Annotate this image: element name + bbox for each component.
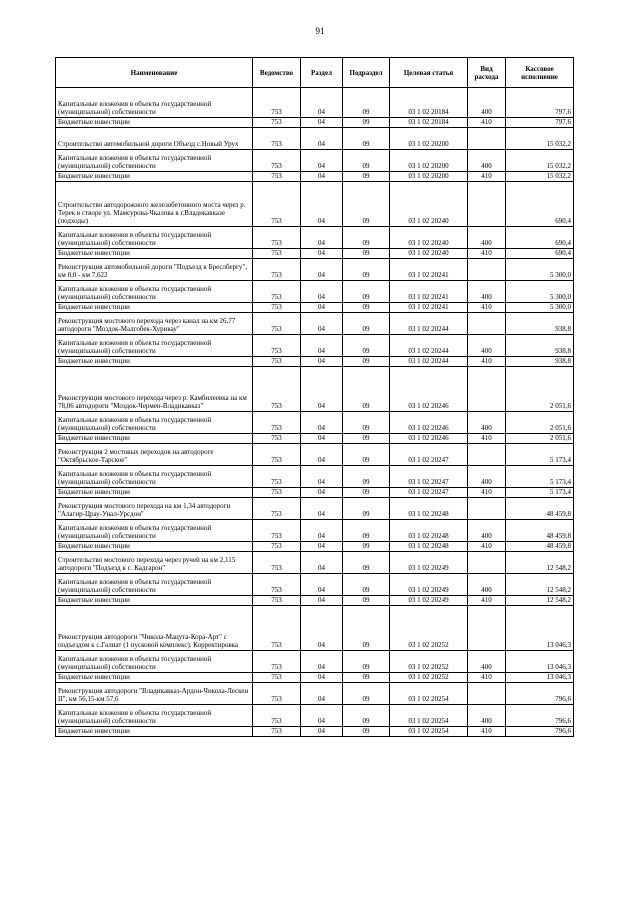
table-row [56,128,574,150]
table-row [56,606,574,651]
cell-expense-type: 410 [468,542,506,552]
header-name: Наименование [56,58,253,88]
cell-expense-type: 410 [468,488,506,498]
cell-target: 03 1 02 20184 [390,88,468,118]
cell-dept: 753 [253,673,301,683]
cell-expense-type: 410 [468,172,506,182]
header-subsection: Подраздел [343,58,390,88]
cell-dept: 753 [253,683,301,705]
cell-amount: 12 548,2 [506,574,574,596]
cell-name: Капитальные вложения в объекты государственной (муниципальной) собственности [56,335,253,357]
cell-subsection: 09 [343,683,390,705]
cell-dept: 753 [253,150,301,172]
cell-target: 03 1 02 20200 [390,128,468,150]
cell-dept: 753 [253,488,301,498]
cell-section: 04 [301,520,343,542]
cell-amount: 938,8 [506,357,574,367]
table-row [56,542,574,552]
cell-dept: 753 [253,434,301,444]
table-row [56,552,574,574]
cell-name: Строительство автомобильной дороги Объезд с.Новый Урух [56,128,253,150]
cell-name: Капитальные вложения в объекты государственной (муниципальной) собственности [56,466,253,488]
cell-section: 04 [301,705,343,727]
cell-section: 04 [301,182,343,227]
cell-section: 04 [301,357,343,367]
cell-dept: 753 [253,574,301,596]
cell-subsection: 09 [343,596,390,606]
cell-name: Бюджетные инвестиции [56,673,253,683]
cell-section: 04 [301,542,343,552]
cell-expense-type: 400 [468,705,506,727]
cell-amount: 5 300,0 [506,281,574,303]
cell-amount: 797,6 [506,88,574,118]
cell-dept: 753 [253,227,301,249]
cell-section: 04 [301,150,343,172]
cell-target: 03 1 02 20248 [390,542,468,552]
cell-section: 04 [301,466,343,488]
cell-subsection: 09 [343,88,390,118]
header-target: Целевая статья [390,58,468,88]
cell-name: Строительство мостового перехода через ручей на км 2,115 автодороги "Подъезд к с. Кадгарон" [56,552,253,574]
cell-subsection: 09 [343,335,390,357]
table-row [56,357,574,367]
cell-amount: 5 300,0 [506,259,574,281]
cell-dept: 753 [253,313,301,335]
cell-target: 03 1 02 20246 [390,434,468,444]
table-row [56,281,574,303]
cell-dept: 753 [253,281,301,303]
table-row [56,673,574,683]
table-row [56,182,574,227]
cell-dept: 753 [253,596,301,606]
cell-amount: 797,6 [506,118,574,128]
cell-dept: 753 [253,552,301,574]
cell-name: Бюджетные инвестиции [56,542,253,552]
cell-name: Капитальные вложения в объекты государственной (муниципальной) собственности [56,520,253,542]
table-row [56,727,574,737]
cell-amount: 48 459,8 [506,498,574,520]
cell-section: 04 [301,249,343,259]
cell-target: 03 1 02 20246 [390,367,468,412]
cell-dept: 753 [253,182,301,227]
cell-name: Бюджетные инвестиции [56,172,253,182]
cell-expense-type [468,367,506,412]
cell-amount: 5 173,4 [506,466,574,488]
cell-section: 04 [301,412,343,434]
cell-dept: 753 [253,303,301,313]
cell-dept: 753 [253,444,301,466]
table-row [56,227,574,249]
cell-target: 03 1 02 20254 [390,727,468,737]
cell-amount: 13 046,3 [506,673,574,683]
cell-amount: 2 051,6 [506,434,574,444]
cell-section: 04 [301,683,343,705]
cell-subsection: 09 [343,444,390,466]
cell-target: 03 1 02 20200 [390,172,468,182]
cell-expense-type: 410 [468,727,506,737]
table-row [56,434,574,444]
cell-target: 03 1 02 20246 [390,412,468,434]
cell-expense-type [468,259,506,281]
cell-target: 03 1 02 20252 [390,651,468,673]
cell-dept: 753 [253,651,301,673]
cell-amount: 48 459,8 [506,520,574,542]
cell-subsection: 09 [343,606,390,651]
table-row [56,574,574,596]
cell-amount: 15 032,2 [506,128,574,150]
cell-section: 04 [301,367,343,412]
header-section: Раздел [301,58,343,88]
table-row [56,313,574,335]
cell-subsection: 09 [343,434,390,444]
cell-expense-type: 400 [468,88,506,118]
cell-subsection: 09 [343,542,390,552]
cell-section: 04 [301,488,343,498]
cell-section: 04 [301,444,343,466]
table-row [56,172,574,182]
cell-amount: 796,6 [506,683,574,705]
table-row [56,705,574,727]
cell-section: 04 [301,118,343,128]
cell-subsection: 09 [343,498,390,520]
cell-expense-type: 410 [468,303,506,313]
cell-amount: 48 459,8 [506,542,574,552]
table-row [56,683,574,705]
cell-subsection: 09 [343,150,390,172]
cell-name: Бюджетные инвестиции [56,434,253,444]
cell-subsection: 09 [343,520,390,542]
table-row [56,259,574,281]
cell-target: 03 1 02 20252 [390,606,468,651]
cell-expense-type: 400 [468,574,506,596]
cell-expense-type: 400 [468,335,506,357]
cell-target: 03 1 02 20247 [390,444,468,466]
cell-expense-type [468,128,506,150]
cell-name: Бюджетные инвестиции [56,249,253,259]
table-row [56,488,574,498]
cell-expense-type [468,182,506,227]
cell-dept: 753 [253,498,301,520]
cell-expense-type [468,552,506,574]
cell-target: 03 1 02 20184 [390,118,468,128]
cell-name: Реконструкция мостового перехода на км 1,34 автодороги "Алагир-Црау-Унал-Урсдон" [56,498,253,520]
cell-name: Капитальные вложения в объекты государственной (муниципальной) собственности [56,705,253,727]
cell-subsection: 09 [343,172,390,182]
cell-amount: 13 046,3 [506,651,574,673]
cell-amount: 2 051,6 [506,367,574,412]
cell-dept: 753 [253,606,301,651]
cell-dept: 753 [253,367,301,412]
cell-subsection: 09 [343,412,390,434]
cell-target: 03 1 02 20244 [390,357,468,367]
cell-section: 04 [301,313,343,335]
cell-expense-type: 400 [468,227,506,249]
table-row [56,249,574,259]
cell-section: 04 [301,596,343,606]
cell-subsection: 09 [343,574,390,596]
cell-target: 03 1 02 20241 [390,259,468,281]
cell-expense-type [468,498,506,520]
cell-amount: 690,4 [506,249,574,259]
cell-subsection: 09 [343,673,390,683]
cell-section: 04 [301,651,343,673]
cell-target: 03 1 02 20254 [390,683,468,705]
cell-name: Реконструкция автодороги "Владикавказ-Ардон-Чикола-Лескен II", км 56,15-км 57,6 [56,683,253,705]
cell-target: 03 1 02 20240 [390,182,468,227]
cell-target: 03 1 02 20254 [390,705,468,727]
table-row [56,651,574,673]
cell-name: Бюджетные инвестиции [56,727,253,737]
cell-amount: 690,4 [506,227,574,249]
table-row [56,335,574,357]
cell-subsection: 09 [343,128,390,150]
cell-subsection: 09 [343,303,390,313]
cell-amount: 5 300,0 [506,303,574,313]
table-row [56,303,574,313]
cell-amount: 796,6 [506,727,574,737]
cell-target: 03 1 02 20240 [390,249,468,259]
cell-name: Капитальные вложения в объекты государственной (муниципальной) собственности [56,574,253,596]
cell-amount: 690,4 [506,182,574,227]
cell-section: 04 [301,498,343,520]
cell-amount: 938,8 [506,313,574,335]
cell-dept: 753 [253,727,301,737]
cell-dept: 753 [253,128,301,150]
cell-expense-type: 400 [468,520,506,542]
cell-target: 03 1 02 20241 [390,281,468,303]
cell-section: 04 [301,227,343,249]
table-row [56,118,574,128]
cell-target: 03 1 02 20244 [390,313,468,335]
cell-name: Капитальные вложения в объекты государственной (муниципальной) собственности [56,227,253,249]
cell-subsection: 09 [343,727,390,737]
table-row [56,498,574,520]
cell-target: 03 1 02 20240 [390,227,468,249]
cell-section: 04 [301,606,343,651]
table-row [56,412,574,434]
cell-section: 04 [301,88,343,118]
cell-dept: 753 [253,259,301,281]
cell-expense-type: 400 [468,281,506,303]
cell-name: Реконструкция автомобильной дороги "Подъезд к Бреслбергу", км 0,0 - км 7,622 [56,259,253,281]
cell-amount: 5 173,4 [506,444,574,466]
cell-amount: 938,8 [506,335,574,357]
cell-target: 03 1 02 20247 [390,466,468,488]
cell-amount: 5 173,4 [506,488,574,498]
cell-amount: 12 548,2 [506,552,574,574]
cell-subsection: 09 [343,249,390,259]
cell-section: 04 [301,335,343,357]
cell-section: 04 [301,303,343,313]
cell-subsection: 09 [343,552,390,574]
cell-target: 03 1 02 20249 [390,552,468,574]
cell-subsection: 09 [343,227,390,249]
cell-subsection: 09 [343,466,390,488]
cell-target: 03 1 02 20248 [390,498,468,520]
cell-subsection: 09 [343,357,390,367]
cell-dept: 753 [253,520,301,542]
cell-name: Реконструкция мостового перехода через р. Камбилеевка на км 78,06 автодороги "Моздок-Чермен-Владикавказ" [56,367,253,412]
cell-dept: 753 [253,542,301,552]
cell-name: Реконструкция 2 мостовых переходов на автодороге "Октябрьское-Тарское" [56,444,253,466]
cell-name: Бюджетные инвестиции [56,357,253,367]
cell-expense-type: 400 [468,150,506,172]
table-row [56,367,574,412]
cell-target: 03 1 02 20244 [390,335,468,357]
cell-name: Капитальные вложения в объекты государственной (муниципальной) собственности [56,651,253,673]
table-body [56,88,574,737]
cell-name: Капитальные вложения в объекты государственной (муниципальной) собственности [56,281,253,303]
cell-target: 03 1 02 20249 [390,596,468,606]
cell-expense-type: 410 [468,118,506,128]
cell-amount: 13 046,3 [506,606,574,651]
cell-expense-type: 410 [468,673,506,683]
cell-subsection: 09 [343,367,390,412]
cell-subsection: 09 [343,118,390,128]
cell-name: Капитальные вложения в объекты государственной (муниципальной) собственности [56,88,253,118]
cell-section: 04 [301,281,343,303]
cell-expense-type: 410 [468,596,506,606]
cell-name: Капитальные вложения в объекты государственной (муниципальной) собственности [56,150,253,172]
budget-table [55,57,574,737]
cell-subsection: 09 [343,488,390,498]
header-cash-execution: Кассовое исполнение [506,58,574,88]
cell-dept: 753 [253,118,301,128]
cell-dept: 753 [253,357,301,367]
table-row [56,466,574,488]
cell-subsection: 09 [343,182,390,227]
cell-section: 04 [301,172,343,182]
cell-section: 04 [301,727,343,737]
cell-target: 03 1 02 20200 [390,150,468,172]
cell-name: Бюджетные инвестиции [56,488,253,498]
cell-expense-type [468,683,506,705]
cell-amount: 796,6 [506,705,574,727]
cell-dept: 753 [253,705,301,727]
header-expense-type: Вид расхода [468,58,506,88]
table-row [56,596,574,606]
cell-expense-type [468,606,506,651]
cell-subsection: 09 [343,259,390,281]
cell-name: Реконструкция автодороги "Чикола-Мацута-Кора-Арт" с подъездом к с.Галиат (1 пусковой комплекс). Корректировка [56,606,253,651]
cell-section: 04 [301,259,343,281]
cell-name: Капитальные вложения в объекты государственной (муниципальной) собственности [56,412,253,434]
cell-expense-type [468,313,506,335]
header-dept: Ведомство [253,58,301,88]
cell-amount: 15 032,2 [506,172,574,182]
cell-expense-type: 410 [468,434,506,444]
table-row [56,150,574,172]
cell-amount: 15 032,2 [506,150,574,172]
page-number: 91 [315,26,325,36]
cell-section: 04 [301,434,343,444]
cell-subsection: 09 [343,313,390,335]
cell-expense-type: 400 [468,412,506,434]
cell-subsection: 09 [343,651,390,673]
header-row [56,58,574,88]
cell-name: Строительство автодорожного железобетонного моста через р. Терек в створе ул. Мамсурова-Чкалова в г.Владикавказе (подходы) [56,182,253,227]
cell-amount: 2 051,6 [506,412,574,434]
cell-target: 03 1 02 20241 [390,303,468,313]
cell-subsection: 09 [343,705,390,727]
cell-section: 04 [301,673,343,683]
cell-name: Бюджетные инвестиции [56,303,253,313]
cell-expense-type: 400 [468,466,506,488]
cell-section: 04 [301,574,343,596]
cell-expense-type: 410 [468,357,506,367]
cell-dept: 753 [253,412,301,434]
cell-target: 03 1 02 20252 [390,673,468,683]
cell-dept: 753 [253,335,301,357]
cell-name: Бюджетные инвестиции [56,118,253,128]
table-row [56,88,574,118]
cell-target: 03 1 02 20247 [390,488,468,498]
cell-target: 03 1 02 20248 [390,520,468,542]
cell-section: 04 [301,128,343,150]
cell-expense-type [468,444,506,466]
cell-amount: 12 548,2 [506,596,574,606]
cell-name: Реконструкция мостового перехода через канал на км 26,77 автодороги "Моздок-Малгобек-Хурикау" [56,313,253,335]
table-row [56,444,574,466]
cell-name: Бюджетные инвестиции [56,596,253,606]
table-row [56,520,574,542]
cell-dept: 753 [253,466,301,488]
cell-dept: 753 [253,88,301,118]
cell-section: 04 [301,552,343,574]
cell-dept: 753 [253,249,301,259]
cell-dept: 753 [253,172,301,182]
cell-expense-type: 410 [468,249,506,259]
cell-subsection: 09 [343,281,390,303]
cell-expense-type: 400 [468,651,506,673]
cell-target: 03 1 02 20249 [390,574,468,596]
